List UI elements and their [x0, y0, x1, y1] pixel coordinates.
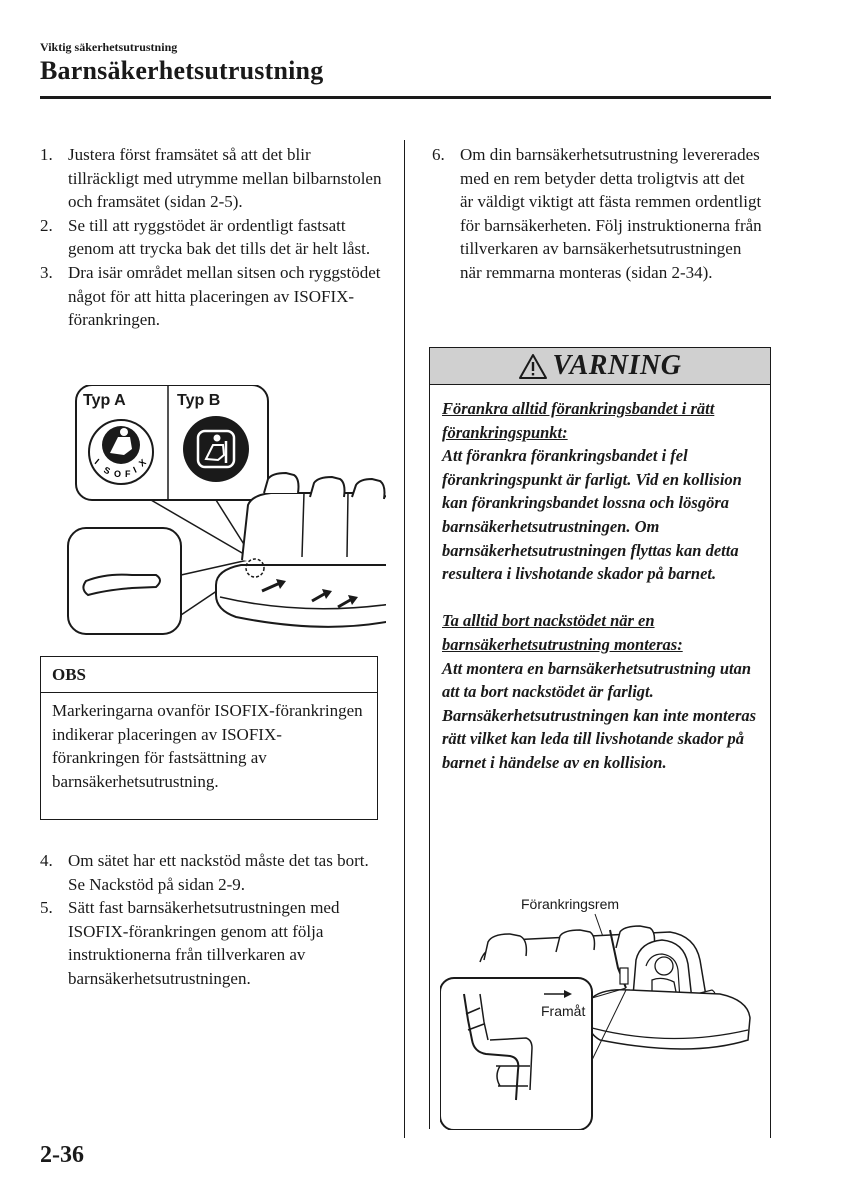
type-b-label: Typ B: [177, 392, 221, 409]
warning-header: [430, 348, 770, 385]
isofix-type-b-icon: [183, 416, 249, 482]
step-item: [40, 849, 385, 896]
page-number: 2-36: [40, 1142, 84, 1168]
obs-note-box: [40, 656, 378, 820]
page-title: Barnsäkerhetsutrustning: [40, 56, 324, 85]
obs-text: Markeringarna ovanför ISOFIX-förankringen indikerar placeringen av ISOFIX-förankringen för fastsättning av barnsäkerhetsutrustning.: [52, 701, 363, 791]
isofix-type-a-icon: [89, 420, 153, 484]
isofix-letter: O: [114, 469, 122, 479]
step-text: Om din barnsäkerhetsutrustning levererades med en rem betyder detta troligtvis att det är väldigt viktigt att fästa remmen ordentligt för barnsäkerheten. Följ instruktionerna från tillverkaren av barnsäkerhetsutrustningen när remmarna monteras (sidan 2-34).: [460, 145, 762, 282]
warning-triangle-icon: [518, 353, 548, 380]
step-item: [40, 143, 385, 214]
isofix-seat-figure: [66, 385, 386, 635]
warning-para2-heading: Ta alltid bort nackstödet när en barnsäkerhetsutrustning monteras:: [442, 611, 683, 654]
step-item: [40, 261, 385, 332]
section-label: Viktig säkerhetsutrustning: [40, 40, 178, 54]
step-text: Justera först framsätet så att det blir tillräckligt med utrymme mellan bilbarnstolen och framsätet (sidan 2-5).: [68, 145, 382, 212]
label-forward: Framåt: [541, 1003, 586, 1019]
isofix-letter: F: [125, 469, 131, 479]
step-item: [432, 143, 762, 285]
column-divider: [404, 140, 405, 1138]
isofix-letter: S: [102, 464, 112, 477]
step-number: 1.: [40, 145, 53, 164]
step-number: 2.: [40, 215, 53, 235]
steps-list-1-3: [40, 143, 385, 332]
step-text: Se till att ryggstödet är ordentligt fastsatt genom att trycka bak det tills det är helt låst.: [68, 215, 371, 259]
step-note: Se Nackstöd på sidan 2-9.: [68, 874, 246, 894]
warning-para1-heading: Förankra alltid förankringsbandet i rätt förankringspunkt:: [442, 399, 715, 442]
step-number: 4.: [40, 851, 53, 870]
warning-body: [430, 385, 770, 775]
warning-para1-text: Att förankra förankringsbandet i fel förankringspunkt är farligt. Vid en kollision kan förankringsbandet lossna och lösgöra barnsäkerhetsutrustningen. Om barnsäkerhetsutrustningen flyttas kan detta resultera i livshotande skador på barnet.: [442, 446, 742, 584]
isofix-letter: I: [131, 464, 139, 475]
warning-para2-text: Att montera en barnsäkerhetsutrustning utan att ta bort nackstödet är farligt. Barnsäkerhetsutrustningen kan inte monteras rätt vilket kan leda till livshotande skador på barnet i händelse av en kollision.: [442, 658, 757, 772]
steps-list-4-5: [40, 849, 385, 991]
obs-heading: OBS: [41, 657, 377, 693]
isofix-letter: X: [136, 457, 148, 469]
label-tether-strap: Förankringsrem: [521, 896, 620, 912]
step-text: Dra isär området mellan sitsen och ryggstödet något för att hitta placeringen av ISOFIX-förankringen.: [68, 262, 381, 330]
tether-figure: [440, 890, 762, 1130]
warning-title: VARNING: [552, 350, 682, 381]
step-number: 3.: [40, 262, 53, 282]
step-text: Sätt fast barnsäkerhetsutrustningen med ISOFIX-förankringen genom att följa instruktionerna från tillverkaren av barnsäkerhetsutrustningen.: [68, 898, 340, 988]
step-number: 6.: [432, 145, 445, 164]
step-item: [40, 214, 385, 261]
type-a-label: Typ A: [83, 392, 126, 409]
steps-list-6: [432, 143, 762, 285]
step-item: [40, 896, 385, 990]
right-rule: [770, 1128, 771, 1138]
step-text: Om sätet har ett nackstöd måste det tas bort.: [68, 851, 369, 870]
step-number: 5.: [40, 898, 53, 918]
isofix-letter: I: [92, 456, 102, 467]
title-rule: [40, 96, 771, 99]
